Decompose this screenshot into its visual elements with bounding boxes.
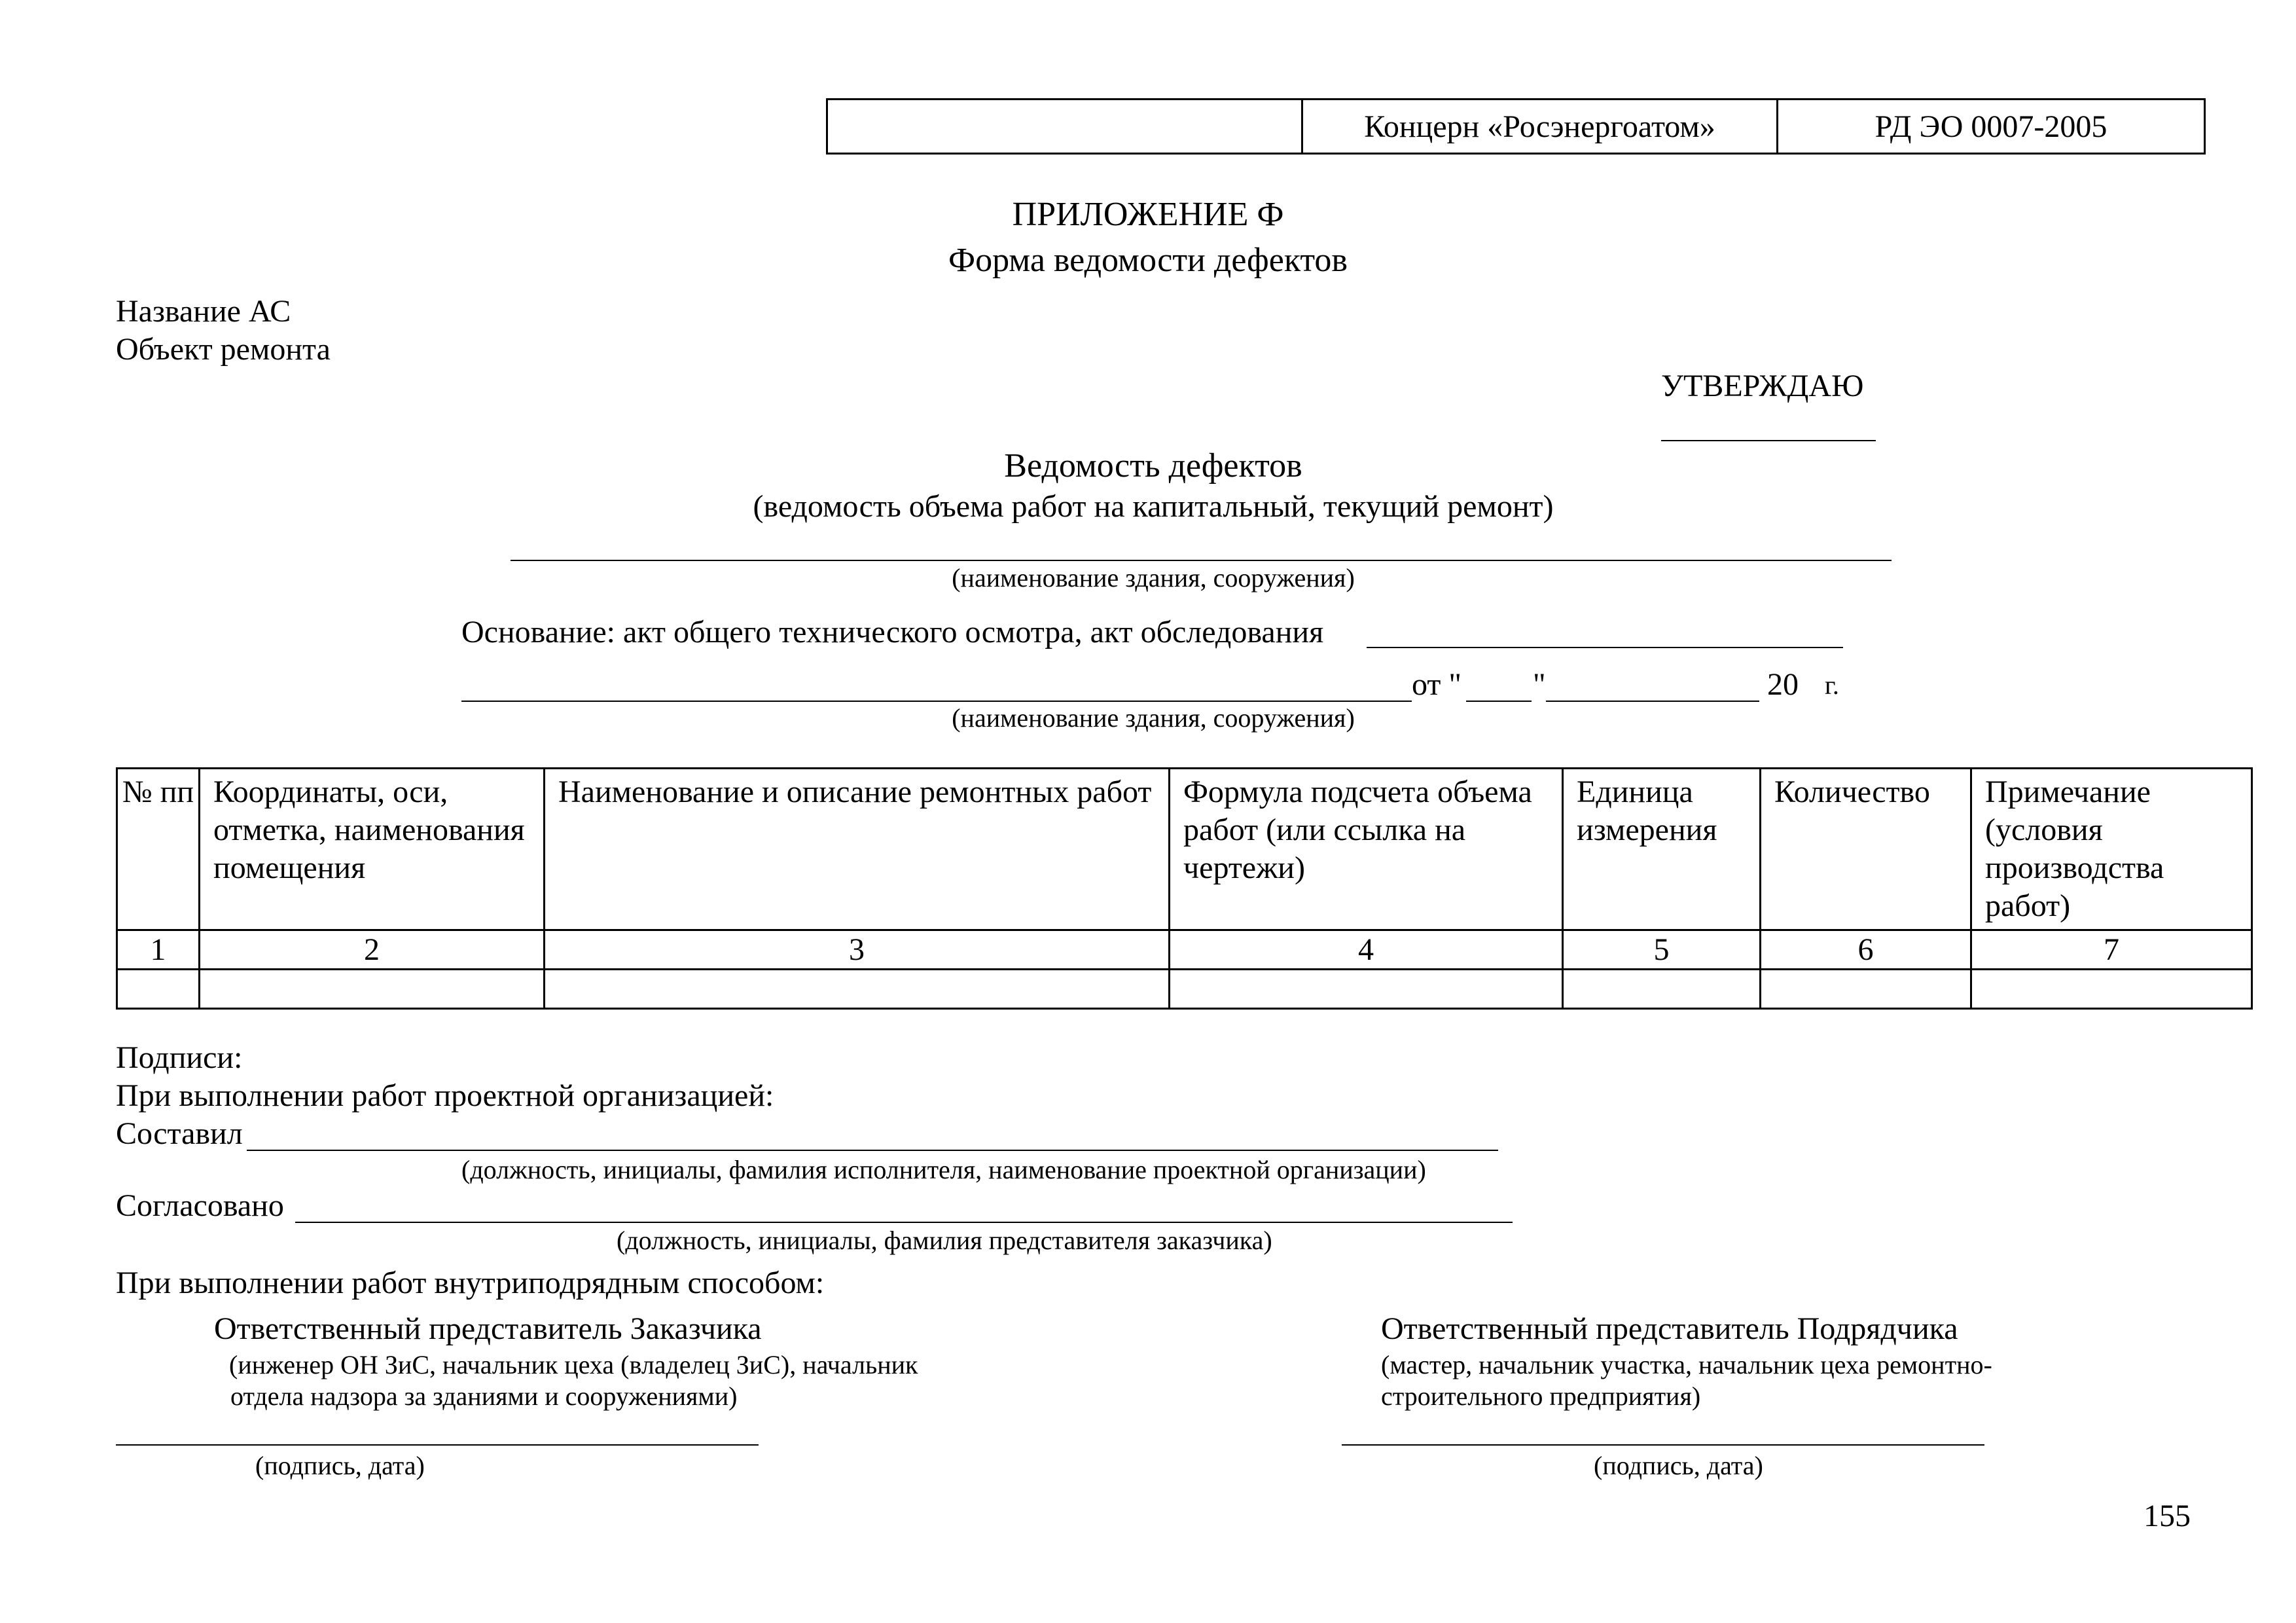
col-number-2: 2: [200, 930, 545, 970]
composed-caption: (должность, инициалы, фамилия исполнителя, наименование проектной организации): [461, 1155, 1426, 1184]
agreed-signature-line: [295, 1222, 1513, 1223]
act-building-caption: (наименование здания, сооружения): [952, 703, 1355, 733]
document-header: [826, 98, 2206, 155]
contractor-rep-note-2: строительного предприятия): [1381, 1381, 1701, 1411]
col-header-unit: Единица измерения: [1563, 769, 1761, 930]
table-header-row: [117, 769, 2252, 930]
defects-table: [116, 767, 2253, 1010]
page-number: 155: [2144, 1499, 2191, 1533]
appendix-title: ПРИЛОЖЕНИЕ Ф: [1012, 196, 1284, 233]
date-day-line: [1466, 701, 1532, 702]
station-name-label: Название АС: [116, 294, 291, 329]
statement-title: Ведомость дефектов: [1004, 447, 1302, 484]
col-number-5: 5: [1563, 930, 1761, 970]
customer-rep-note-1: (инженер ОН ЗиС, начальник цеха (владелец ЗиС), начальник: [229, 1350, 918, 1379]
contractor-signature-line: [1342, 1444, 1984, 1446]
date-prefix: от ": [1412, 667, 1462, 702]
composed-label: Составил: [116, 1116, 243, 1151]
agreed-caption: (должность, инициалы, фамилия представителя заказчика): [617, 1226, 1272, 1255]
approval-signature-line: [1661, 440, 1876, 441]
table-cell: [545, 970, 1170, 1009]
table-cell: [117, 970, 200, 1009]
composed-signature-line: [247, 1150, 1498, 1151]
header-doc-code: РД ЭО 0007-2005: [1874, 109, 2108, 144]
signatures-heading: Подписи:: [116, 1040, 243, 1075]
table-cell: [1170, 970, 1563, 1009]
col-header-coordinates: Координаты, оси, отметка, наименования помещения: [200, 769, 545, 930]
table-cell: [1761, 970, 1971, 1009]
col-number-3: 3: [545, 930, 1170, 970]
appendix-subtitle: Форма ведомости дефектов: [948, 242, 1348, 279]
contractor-sign-date-caption: (подпись, дата): [1594, 1451, 1763, 1480]
col-header-note: Примечание (условия производства работ): [1971, 769, 2252, 930]
col-header-quantity: Количество: [1761, 769, 1971, 930]
repair-object-label: Объект ремонта: [116, 332, 331, 367]
inhouse-label: При выполнении работ внутриподрядным способом:: [116, 1266, 825, 1300]
table-row: [117, 970, 2252, 1009]
customer-signature-line: [116, 1444, 759, 1446]
date-year: 20: [1767, 667, 1799, 702]
building-name-line: [511, 560, 1892, 561]
basis-act-line: [1367, 647, 1843, 648]
header-organization: Концерн «Росэнергоатом»: [1303, 100, 1778, 153]
col-number-1: 1: [117, 930, 200, 970]
contractor-rep-note-1: (мастер, начальник участка, начальник цеха ремонтно-: [1381, 1350, 1992, 1379]
customer-rep-label: Ответственный представитель Заказчика: [214, 1311, 762, 1346]
approval-label: УТВЕРЖДАЮ: [1661, 369, 1864, 403]
col-header-formula: Формула подсчета объема работ (или ссылка на чертежи): [1170, 769, 1563, 930]
basis-label: Основание: акт общего технического осмотра, акт обследования: [461, 615, 1324, 649]
date-month-line: [1546, 701, 1759, 702]
customer-sign-date-caption: (подпись, дата): [255, 1451, 425, 1480]
agreed-label: Согласовано: [116, 1188, 284, 1223]
contractor-rep-label: Ответственный представитель Подрядчика: [1381, 1311, 1958, 1346]
date-mid-quote: ": [1533, 667, 1546, 702]
act-building-line: [461, 701, 1412, 702]
table-cell: [1563, 970, 1761, 1009]
col-header-number: № пп: [117, 769, 200, 930]
table-numbering-row: [117, 930, 2252, 970]
date-suffix: г.: [1825, 670, 1839, 700]
col-number-7: 7: [1971, 930, 2252, 970]
col-header-work-description: Наименование и описание ремонтных работ: [545, 769, 1170, 930]
col-number-4: 4: [1170, 930, 1563, 970]
header-blank-cell: [828, 100, 1303, 153]
building-name-caption: (наименование здания, сооружения): [952, 563, 1355, 593]
customer-rep-note-2: отдела надзора за зданиями и сооружениями): [230, 1381, 738, 1411]
statement-subtitle: (ведомость объема работ на капитальный, текущий ремонт): [753, 489, 1554, 524]
project-org-label: При выполнении работ проектной организацией:: [116, 1078, 774, 1113]
table-cell: [200, 970, 545, 1009]
table-cell: [1971, 970, 2252, 1009]
col-number-6: 6: [1761, 930, 1971, 970]
